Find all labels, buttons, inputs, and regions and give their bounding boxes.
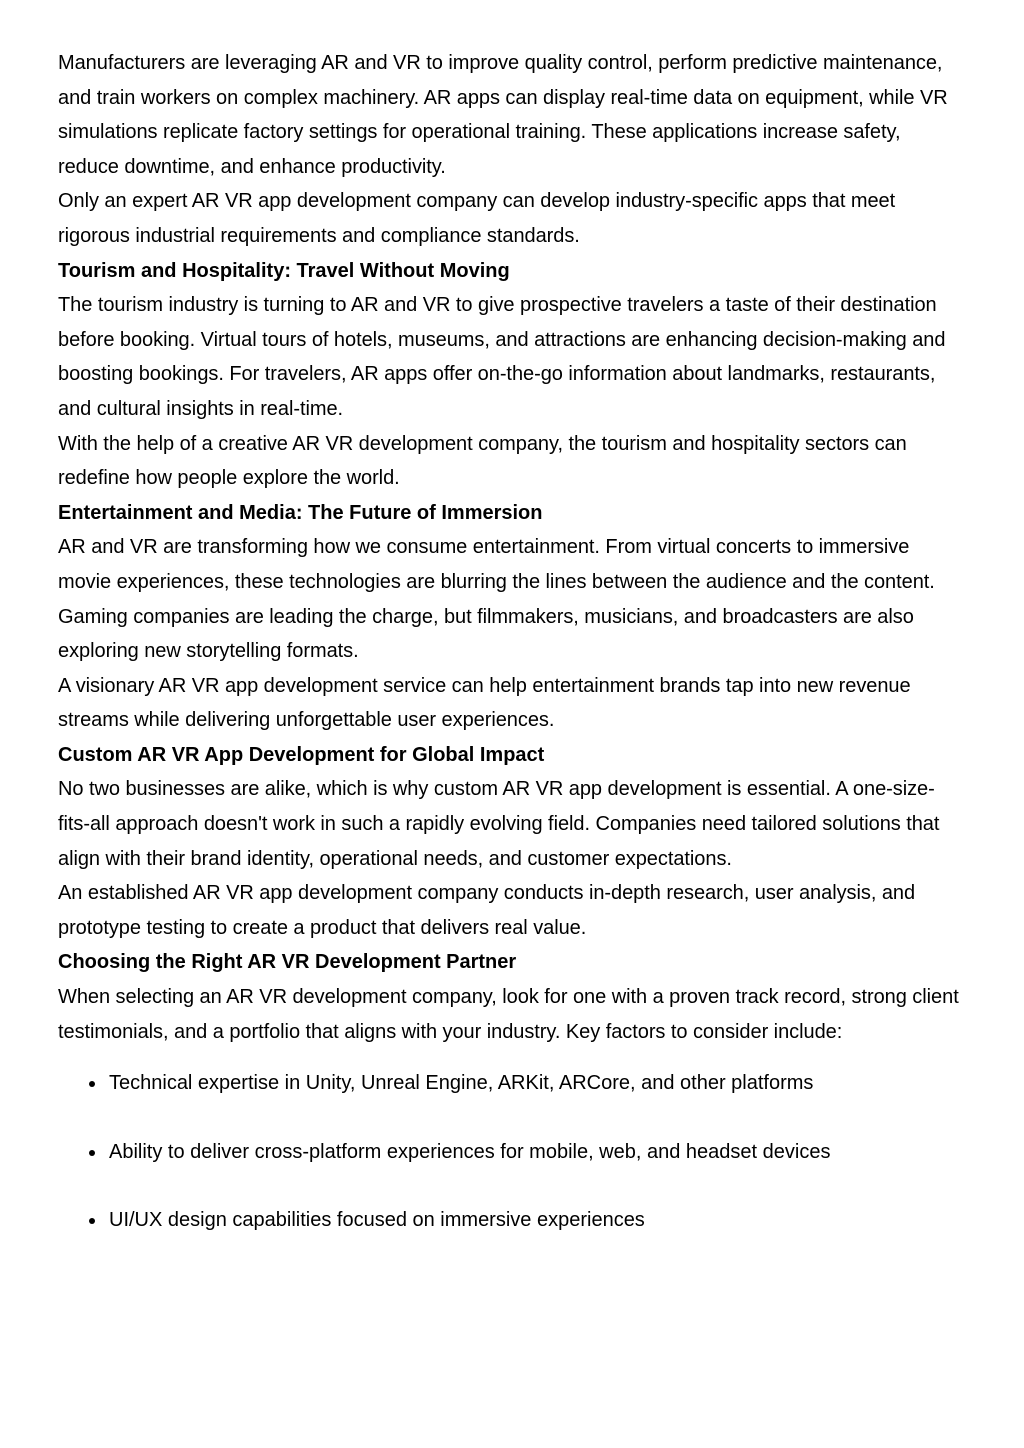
section-heading: Custom AR VR App Development for Global Impact bbox=[58, 743, 545, 766]
bullet-list bbox=[58, 1066, 966, 1238]
bullet-icon bbox=[89, 1218, 95, 1224]
section-heading: Tourism and Hospitality: Travel Without Moving bbox=[58, 259, 510, 282]
list-item-text: UI/UX design capabilities focused on immersive experiences bbox=[109, 1209, 645, 1232]
paragraph: An established AR VR app development company conducts in-depth research, user analysis, and prototype testing to create a product that delivers real value. bbox=[58, 882, 916, 939]
paragraph: With the help of a creative AR VR development company, the tourism and hospitality sectors can redefine how people explore the world. bbox=[58, 432, 907, 490]
list-item bbox=[58, 1066, 966, 1101]
paragraph: AR and VR are transforming how we consume entertainment. From virtual concerts to immersive movie experiences, these technologies are blurring the lines between the audience and the content. Gaming companies are leading the charge, but filmmakers, musicians, and broadcasters are also exploring new storytelling formats. bbox=[58, 536, 935, 663]
bullet-icon bbox=[89, 1081, 95, 1087]
list-item bbox=[58, 1135, 966, 1170]
list-item-text: Ability to deliver cross-platform experiences for mobile, web, and headset devices bbox=[109, 1140, 831, 1163]
paragraph: Only an expert AR VR app development company can develop industry-specific apps that meet rigorous industrial requirements and compliance standards. bbox=[58, 190, 896, 247]
section-heading: Entertainment and Media: The Future of Immersion bbox=[58, 501, 543, 524]
paragraph: When selecting an AR VR development company, look for one with a proven track record, strong client testimonials, and a portfolio that aligns with your industry. Key factors to consider include: bbox=[58, 986, 959, 1043]
paragraph: A visionary AR VR app development service can help entertainment brands tap into new revenue streams while delivering unforgettable user experiences. bbox=[58, 674, 911, 732]
section-heading: Choosing the Right AR VR Development Partner bbox=[58, 951, 517, 974]
bullet-icon bbox=[89, 1150, 95, 1156]
paragraph: No two businesses are alike, which is why custom AR VR app development is essential. A one-size-fits-all approach doesn't work in such a rapidly evolving field. Companies need tailored solutions that align with their brand identity, operational needs, and customer expectations. bbox=[58, 778, 940, 870]
list-item bbox=[58, 1203, 966, 1238]
paragraph: The tourism industry is turning to AR and VR to give prospective travelers a taste of their destination before booking. Virtual tours of hotels, museums, and attractions are enhancing decision-making and boosting bookings. For travelers, AR apps offer on-the-go information about landmarks, restaurants, and cultural insights in real-time. bbox=[58, 294, 946, 420]
list-item-text: Technical expertise in Unity, Unreal Engine, ARKit, ARCore, and other platforms bbox=[109, 1072, 814, 1095]
paragraph: Manufacturers are leveraging AR and VR to improve quality control, perform predictive maintenance, and train workers on complex machinery. AR apps can display real-time data on equipment, while VR simulations replicate factory settings for operational training. These applications increase safety, reduce downtime, and enhance productivity. bbox=[58, 52, 948, 178]
